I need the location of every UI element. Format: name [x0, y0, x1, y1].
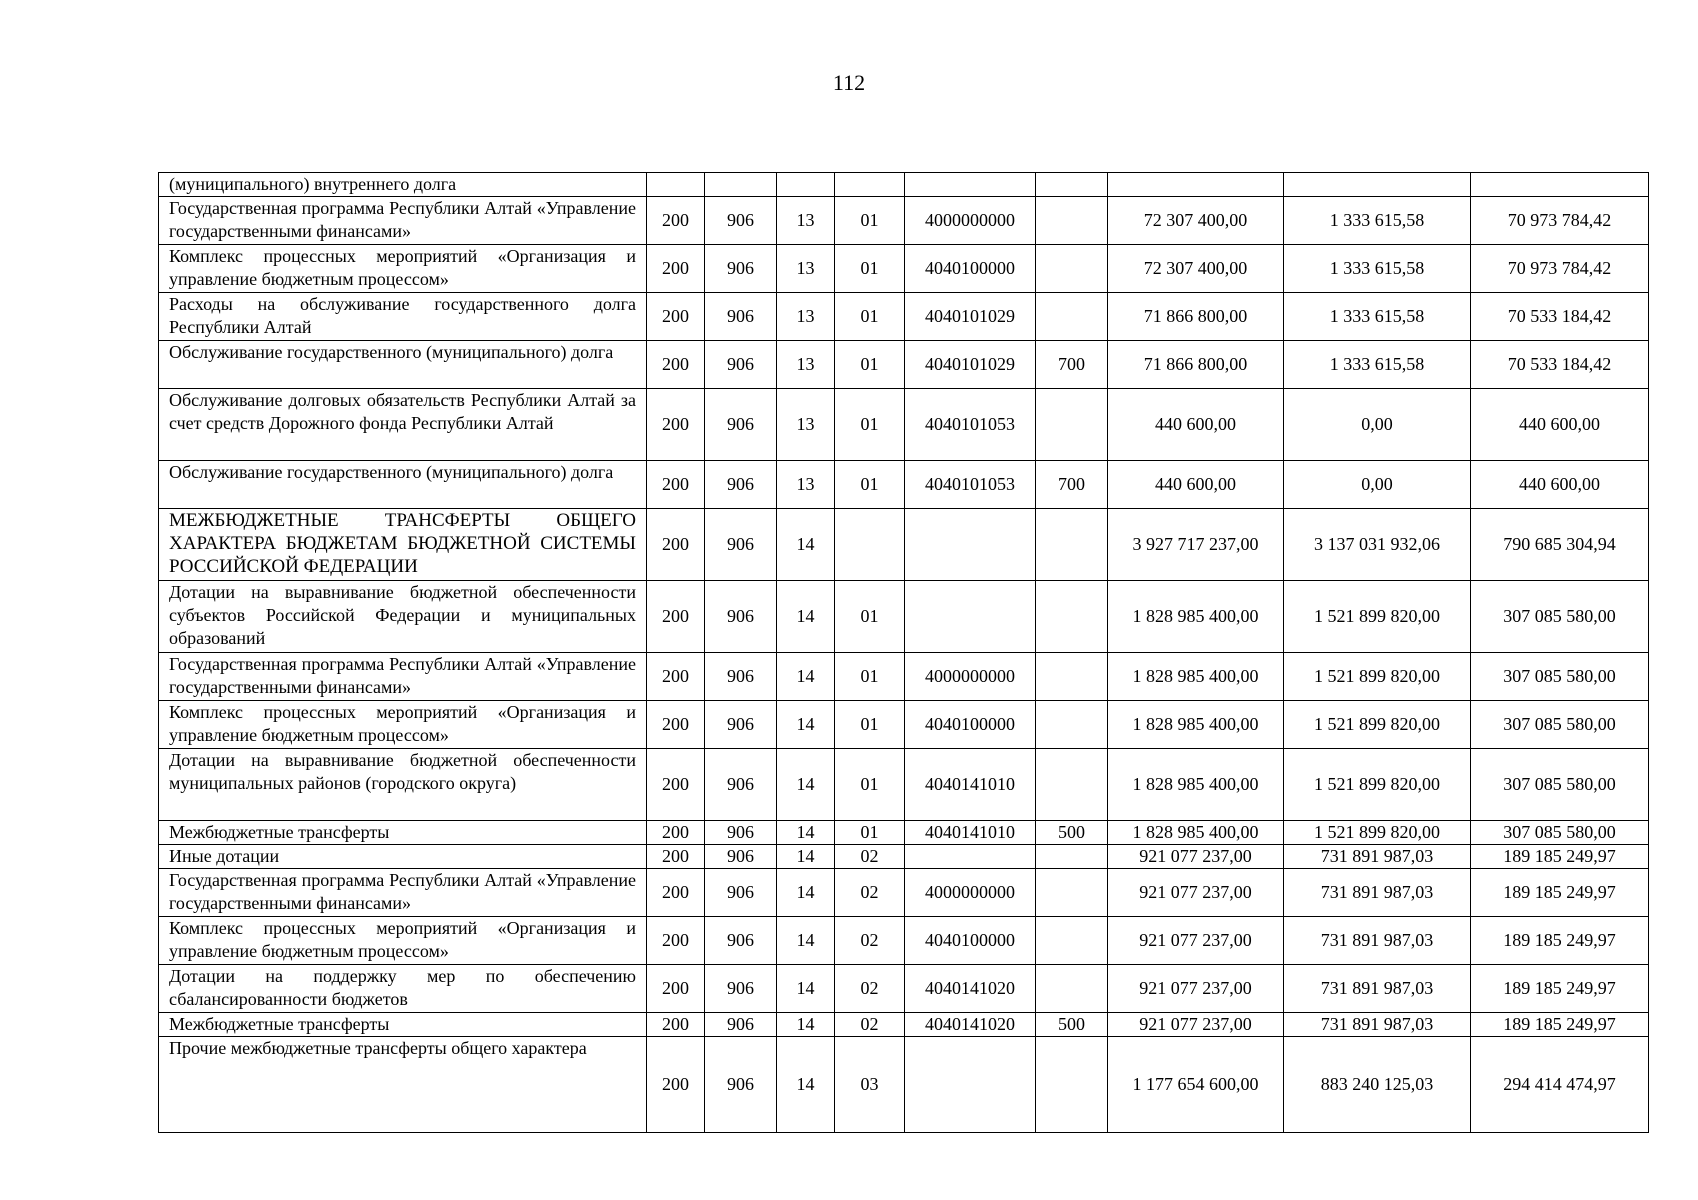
ministry-code-cell: 906 — [705, 245, 777, 293]
amount-executed-cell: 731 891 987,03 — [1284, 869, 1471, 917]
section-code-cell: 14 — [777, 965, 835, 1013]
target-article-code-cell — [905, 173, 1036, 197]
target-article-code-cell: 4040141020 — [905, 1013, 1036, 1037]
section-code-cell: 13 — [777, 461, 835, 509]
expense-type-code-cell — [1036, 245, 1108, 293]
ministry-code-cell: 906 — [705, 197, 777, 245]
subsection-code-cell — [835, 509, 905, 581]
row-name-cell — [159, 509, 647, 581]
amount-planned-cell: 1 828 985 400,00 — [1108, 749, 1284, 821]
amount-remaining-cell: 70 533 184,42 — [1471, 341, 1649, 389]
row-name: Межбюджетные трансферты — [169, 1014, 390, 1034]
amount-planned-cell: 71 866 800,00 — [1108, 341, 1284, 389]
target-article-code-cell — [905, 845, 1036, 869]
expense-type-code-cell — [1036, 701, 1108, 749]
admin-code-cell: 200 — [647, 917, 705, 965]
section-code-cell: 14 — [777, 581, 835, 653]
table-body — [159, 173, 1649, 1133]
ministry-code-cell: 906 — [705, 389, 777, 461]
amount-planned-cell: 1 828 985 400,00 — [1108, 581, 1284, 653]
amount-remaining-cell: 70 973 784,42 — [1471, 197, 1649, 245]
row-name-cell — [159, 1037, 647, 1133]
row-name: МЕЖБЮДЖЕТНЫЕ ТРАНСФЕРТЫ ОБЩЕГО ХАРАКТЕРА БЮДЖЕТАМ БЮДЖЕТНОЙ СИСТЕМЫ РОССИЙСКОЙ ФЕДЕРАЦИИ — [169, 510, 636, 577]
section-code-cell: 13 — [777, 245, 835, 293]
expense-type-code-cell — [1036, 653, 1108, 701]
expense-type-code-cell — [1036, 749, 1108, 821]
admin-code-cell: 200 — [647, 197, 705, 245]
section-code-cell: 14 — [777, 869, 835, 917]
amount-planned-cell: 440 600,00 — [1108, 389, 1284, 461]
admin-code-cell: 200 — [647, 389, 705, 461]
target-article-code-cell: 4040141010 — [905, 749, 1036, 821]
ministry-code-cell: 906 — [705, 509, 777, 581]
admin-code-cell: 200 — [647, 821, 705, 845]
amount-remaining-cell: 189 185 249,97 — [1471, 917, 1649, 965]
expense-type-code-cell — [1036, 581, 1108, 653]
row-name-cell — [159, 821, 647, 845]
table-row — [159, 1013, 1649, 1037]
ministry-code-cell: 906 — [705, 701, 777, 749]
admin-code-cell: 200 — [647, 653, 705, 701]
target-article-code-cell — [905, 581, 1036, 653]
table-row — [159, 821, 1649, 845]
subsection-code-cell: 01 — [835, 461, 905, 509]
subsection-code-cell: 01 — [835, 197, 905, 245]
amount-planned-cell: 1 828 985 400,00 — [1108, 821, 1284, 845]
table-row — [159, 1037, 1649, 1133]
target-article-code-cell: 4040100000 — [905, 917, 1036, 965]
target-article-code-cell: 4040101029 — [905, 341, 1036, 389]
subsection-code-cell: 01 — [835, 653, 905, 701]
row-name: (муниципального) внутреннего долга — [169, 174, 457, 194]
amount-planned-cell — [1108, 173, 1284, 197]
expense-type-code-cell: 700 — [1036, 341, 1108, 389]
row-name-cell — [159, 749, 647, 821]
amount-remaining-cell: 307 085 580,00 — [1471, 701, 1649, 749]
ministry-code-cell: 906 — [705, 1037, 777, 1133]
row-name: Комплекс процессных мероприятий «Организация и управление бюджетным процессом» — [169, 246, 636, 289]
subsection-code-cell: 02 — [835, 845, 905, 869]
target-article-code-cell: 4040100000 — [905, 245, 1036, 293]
row-name-cell — [159, 293, 647, 341]
expense-type-code-cell: 500 — [1036, 1013, 1108, 1037]
section-code-cell: 14 — [777, 845, 835, 869]
amount-planned-cell: 3 927 717 237,00 — [1108, 509, 1284, 581]
amount-remaining-cell: 70 533 184,42 — [1471, 293, 1649, 341]
amount-remaining-cell: 307 085 580,00 — [1471, 653, 1649, 701]
amount-planned-cell: 1 828 985 400,00 — [1108, 653, 1284, 701]
section-code-cell: 14 — [777, 749, 835, 821]
subsection-code-cell: 01 — [835, 293, 905, 341]
amount-executed-cell: 731 891 987,03 — [1284, 845, 1471, 869]
admin-code-cell: 200 — [647, 749, 705, 821]
amount-executed-cell: 0,00 — [1284, 461, 1471, 509]
expense-type-code-cell — [1036, 389, 1108, 461]
amount-planned-cell: 71 866 800,00 — [1108, 293, 1284, 341]
admin-code-cell: 200 — [647, 461, 705, 509]
row-name-cell — [159, 197, 647, 245]
row-name: Обслуживание государственного (муниципального) долга — [169, 462, 614, 482]
table-row — [159, 581, 1649, 653]
target-article-code-cell: 4040100000 — [905, 701, 1036, 749]
expense-type-code-cell — [1036, 1037, 1108, 1133]
amount-planned-cell: 72 307 400,00 — [1108, 245, 1284, 293]
table-row — [159, 653, 1649, 701]
expense-type-code-cell — [1036, 173, 1108, 197]
row-name-cell — [159, 173, 647, 197]
row-name: Иные дотации — [169, 846, 280, 866]
section-code-cell — [777, 173, 835, 197]
row-name-cell — [159, 701, 647, 749]
amount-planned-cell: 921 077 237,00 — [1108, 917, 1284, 965]
subsection-code-cell: 02 — [835, 965, 905, 1013]
table-row — [159, 845, 1649, 869]
table-row — [159, 341, 1649, 389]
table-row — [159, 749, 1649, 821]
row-name: Комплекс процессных мероприятий «Организация и управление бюджетным процессом» — [169, 702, 636, 745]
amount-executed-cell: 731 891 987,03 — [1284, 1013, 1471, 1037]
row-name-cell — [159, 461, 647, 509]
table-row — [159, 869, 1649, 917]
target-article-code-cell: 4040141020 — [905, 965, 1036, 1013]
expense-type-code-cell — [1036, 917, 1108, 965]
admin-code-cell: 200 — [647, 341, 705, 389]
row-name-cell — [159, 581, 647, 653]
amount-remaining-cell: 307 085 580,00 — [1471, 749, 1649, 821]
table-row — [159, 293, 1649, 341]
ministry-code-cell: 906 — [705, 341, 777, 389]
row-name: Дотации на поддержку мер по обеспечению сбалансированности бюджетов — [169, 966, 636, 1009]
admin-code-cell: 200 — [647, 845, 705, 869]
ministry-code-cell: 906 — [705, 869, 777, 917]
subsection-code-cell: 01 — [835, 581, 905, 653]
page-number: 112 — [832, 70, 866, 95]
row-name-cell — [159, 389, 647, 461]
target-article-code-cell: 4040101053 — [905, 461, 1036, 509]
amount-planned-cell: 72 307 400,00 — [1108, 197, 1284, 245]
target-article-code-cell: 4040141010 — [905, 821, 1036, 845]
section-code-cell: 13 — [777, 293, 835, 341]
target-article-code-cell — [905, 1037, 1036, 1133]
row-name: Обслуживание долговых обязательств Республики Алтай за счет средств Дорожного фонда Республики Алтай — [169, 390, 636, 433]
amount-executed-cell: 731 891 987,03 — [1284, 917, 1471, 965]
amount-executed-cell: 1 333 615,58 — [1284, 341, 1471, 389]
section-code-cell: 14 — [777, 1037, 835, 1133]
amount-remaining-cell: 294 414 474,97 — [1471, 1037, 1649, 1133]
row-name: Обслуживание государственного (муниципального) долга — [169, 342, 614, 362]
amount-remaining-cell: 440 600,00 — [1471, 389, 1649, 461]
row-name: Государственная программа Республики Алтай «Управление государственными финансами» — [169, 198, 636, 241]
row-name-cell — [159, 341, 647, 389]
amount-planned-cell: 921 077 237,00 — [1108, 1013, 1284, 1037]
ministry-code-cell: 906 — [705, 653, 777, 701]
amount-executed-cell: 1 521 899 820,00 — [1284, 701, 1471, 749]
subsection-code-cell: 01 — [835, 389, 905, 461]
section-code-cell: 14 — [777, 509, 835, 581]
subsection-code-cell: 01 — [835, 341, 905, 389]
row-name-cell — [159, 965, 647, 1013]
amount-remaining-cell — [1471, 173, 1649, 197]
amount-executed-cell: 1 333 615,58 — [1284, 245, 1471, 293]
amount-remaining-cell: 440 600,00 — [1471, 461, 1649, 509]
table-row — [159, 245, 1649, 293]
row-name-cell — [159, 653, 647, 701]
amount-remaining-cell: 189 185 249,97 — [1471, 869, 1649, 917]
amount-executed-cell: 883 240 125,03 — [1284, 1037, 1471, 1133]
amount-planned-cell: 1 177 654 600,00 — [1108, 1037, 1284, 1133]
admin-code-cell: 200 — [647, 965, 705, 1013]
target-article-code-cell: 4040101029 — [905, 293, 1036, 341]
amount-executed-cell: 1 521 899 820,00 — [1284, 821, 1471, 845]
amount-planned-cell: 440 600,00 — [1108, 461, 1284, 509]
target-article-code-cell: 4000000000 — [905, 869, 1036, 917]
amount-planned-cell: 921 077 237,00 — [1108, 869, 1284, 917]
amount-executed-cell: 1 521 899 820,00 — [1284, 581, 1471, 653]
subsection-code-cell: 03 — [835, 1037, 905, 1133]
section-code-cell: 14 — [777, 701, 835, 749]
ministry-code-cell: 906 — [705, 821, 777, 845]
expense-type-code-cell — [1036, 965, 1108, 1013]
table-row — [159, 173, 1649, 197]
amount-executed-cell — [1284, 173, 1471, 197]
expense-type-code-cell: 700 — [1036, 461, 1108, 509]
ministry-code-cell: 906 — [705, 749, 777, 821]
target-article-code-cell: 4000000000 — [905, 197, 1036, 245]
amount-executed-cell: 1 333 615,58 — [1284, 197, 1471, 245]
amount-executed-cell: 3 137 031 932,06 — [1284, 509, 1471, 581]
ministry-code-cell: 906 — [705, 965, 777, 1013]
amount-remaining-cell: 189 185 249,97 — [1471, 965, 1649, 1013]
table-row — [159, 917, 1649, 965]
ministry-code-cell — [705, 173, 777, 197]
row-name: Комплекс процессных мероприятий «Организация и управление бюджетным процессом» — [169, 918, 636, 961]
expense-type-code-cell — [1036, 293, 1108, 341]
section-code-cell: 14 — [777, 821, 835, 845]
amount-remaining-cell: 307 085 580,00 — [1471, 581, 1649, 653]
subsection-code-cell: 02 — [835, 869, 905, 917]
ministry-code-cell: 906 — [705, 461, 777, 509]
expense-type-code-cell — [1036, 197, 1108, 245]
amount-executed-cell: 1 521 899 820,00 — [1284, 749, 1471, 821]
amount-executed-cell: 0,00 — [1284, 389, 1471, 461]
subsection-code-cell: 01 — [835, 245, 905, 293]
budget-table — [158, 172, 1649, 1133]
row-name-cell — [159, 845, 647, 869]
subsection-code-cell: 02 — [835, 917, 905, 965]
target-article-code-cell: 4040101053 — [905, 389, 1036, 461]
section-code-cell: 14 — [777, 917, 835, 965]
row-name-cell — [159, 245, 647, 293]
expense-type-code-cell — [1036, 869, 1108, 917]
admin-code-cell: 200 — [647, 869, 705, 917]
table-row — [159, 965, 1649, 1013]
subsection-code-cell — [835, 173, 905, 197]
admin-code-cell: 200 — [647, 245, 705, 293]
subsection-code-cell: 02 — [835, 1013, 905, 1037]
expense-type-code-cell — [1036, 509, 1108, 581]
table-row — [159, 197, 1649, 245]
admin-code-cell: 200 — [647, 1013, 705, 1037]
amount-planned-cell: 921 077 237,00 — [1108, 965, 1284, 1013]
amount-executed-cell: 731 891 987,03 — [1284, 965, 1471, 1013]
admin-code-cell: 200 — [647, 509, 705, 581]
amount-planned-cell: 921 077 237,00 — [1108, 845, 1284, 869]
expense-type-code-cell: 500 — [1036, 821, 1108, 845]
table-row — [159, 509, 1649, 581]
amount-remaining-cell: 70 973 784,42 — [1471, 245, 1649, 293]
row-name: Межбюджетные трансферты — [169, 822, 390, 842]
row-name-cell — [159, 869, 647, 917]
admin-code-cell: 200 — [647, 581, 705, 653]
row-name-cell — [159, 917, 647, 965]
row-name: Государственная программа Республики Алтай «Управление государственными финансами» — [169, 870, 636, 913]
expense-type-code-cell — [1036, 845, 1108, 869]
section-code-cell: 14 — [777, 653, 835, 701]
row-name: Дотации на выравнивание бюджетной обеспеченности муниципальных районов (городского округа) — [169, 750, 636, 793]
row-name: Прочие межбюджетные трансферты общего характера — [169, 1038, 587, 1058]
amount-executed-cell: 1 521 899 820,00 — [1284, 653, 1471, 701]
subsection-code-cell: 01 — [835, 821, 905, 845]
table-row — [159, 389, 1649, 461]
ministry-code-cell: 906 — [705, 293, 777, 341]
ministry-code-cell: 906 — [705, 581, 777, 653]
target-article-code-cell: 4000000000 — [905, 653, 1036, 701]
ministry-code-cell: 906 — [705, 1013, 777, 1037]
section-code-cell: 13 — [777, 197, 835, 245]
amount-executed-cell: 1 333 615,58 — [1284, 293, 1471, 341]
subsection-code-cell: 01 — [835, 701, 905, 749]
amount-planned-cell: 1 828 985 400,00 — [1108, 701, 1284, 749]
admin-code-cell: 200 — [647, 293, 705, 341]
amount-remaining-cell: 307 085 580,00 — [1471, 821, 1649, 845]
section-code-cell: 14 — [777, 1013, 835, 1037]
amount-remaining-cell: 189 185 249,97 — [1471, 845, 1649, 869]
row-name: Расходы на обслуживание государственного долга Республики Алтай — [169, 294, 636, 337]
admin-code-cell: 200 — [647, 1037, 705, 1133]
subsection-code-cell: 01 — [835, 749, 905, 821]
admin-code-cell: 200 — [647, 701, 705, 749]
target-article-code-cell — [905, 509, 1036, 581]
section-code-cell: 13 — [777, 341, 835, 389]
amount-remaining-cell: 790 685 304,94 — [1471, 509, 1649, 581]
table-row — [159, 701, 1649, 749]
section-code-cell: 13 — [777, 389, 835, 461]
table-row — [159, 461, 1649, 509]
amount-remaining-cell: 189 185 249,97 — [1471, 1013, 1649, 1037]
ministry-code-cell: 906 — [705, 917, 777, 965]
row-name: Государственная программа Республики Алтай «Управление государственными финансами» — [169, 654, 636, 697]
ministry-code-cell: 906 — [705, 845, 777, 869]
row-name: Дотации на выравнивание бюджетной обеспеченности субъектов Российской Федерации и муниципальных образований — [169, 582, 636, 648]
admin-code-cell — [647, 173, 705, 197]
row-name-cell — [159, 1013, 647, 1037]
